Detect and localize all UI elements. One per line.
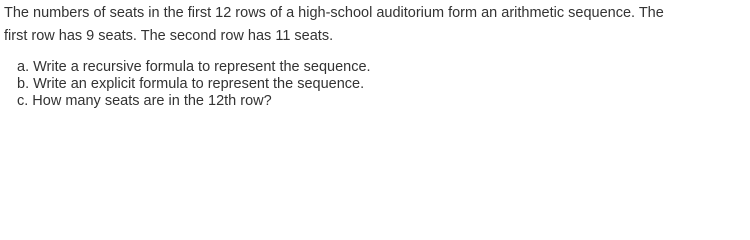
question-part-b: b. Write an explicit formula to represent the sequence. — [17, 76, 365, 92]
question-part-c: c. How many seats are in the 12th row? — [17, 93, 272, 109]
problem-intro-line-1: The numbers of seats in the first 12 rows of a high-school auditorium form an arithmetic sequence. The — [4, 5, 664, 21]
question-part-a: a. Write a recursive formula to represent the sequence. — [17, 59, 371, 75]
problem-intro-line-2: first row has 9 seats. The second row has 11 seats. — [4, 28, 334, 44]
question-parts-list — [17, 59, 371, 110]
